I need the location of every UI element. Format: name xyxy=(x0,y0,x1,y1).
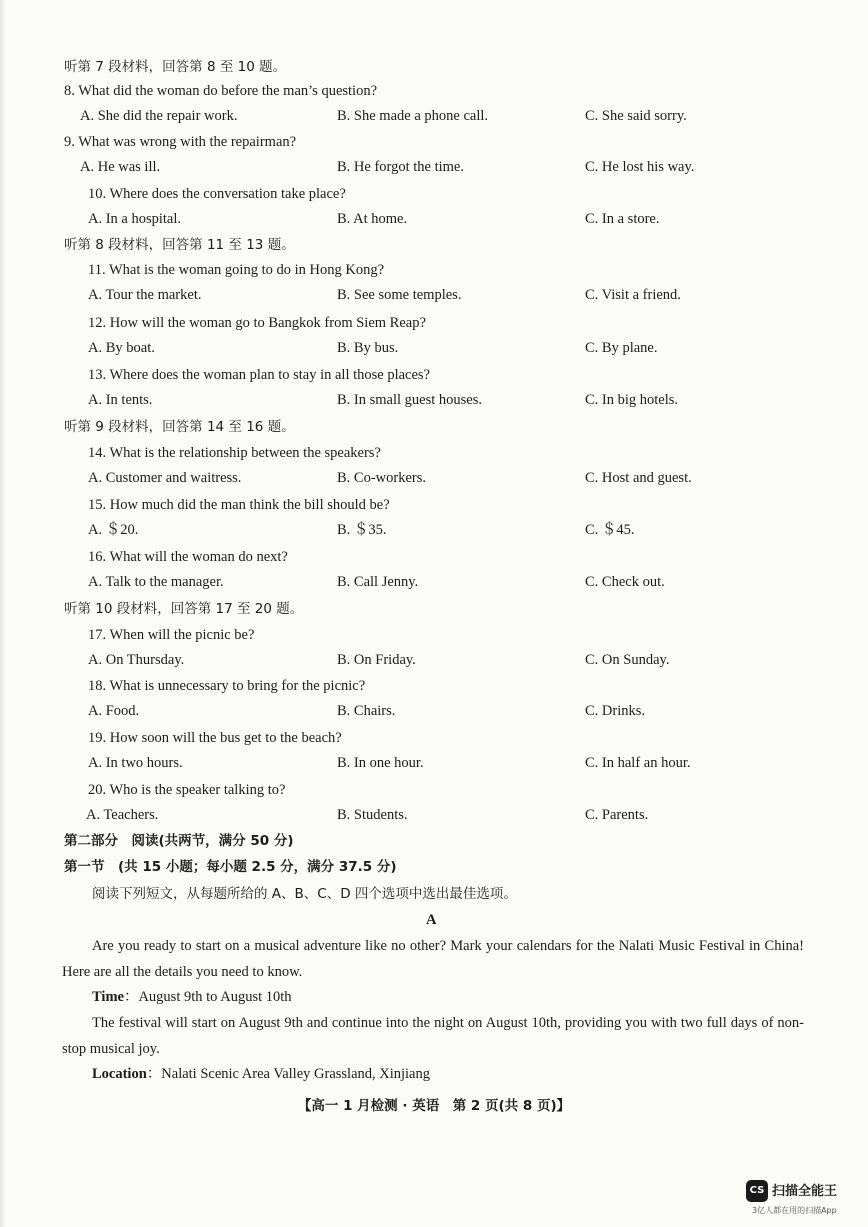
answer-option-a: A. Talk to the manager. xyxy=(88,574,224,590)
answer-option-a: A. Customer and waitress. xyxy=(88,470,242,486)
answer-option-b: B. Chairs. xyxy=(337,703,396,719)
answer-option-a: A. On Thursday. xyxy=(88,652,185,668)
question-text: 15. How much did the man think the bill should be? xyxy=(88,497,390,513)
answer-option-a: A. He was ill. xyxy=(80,159,161,175)
answer-option-c: C. In big hotels. xyxy=(585,392,679,408)
answer-option-c: C. Parents. xyxy=(585,807,649,823)
passage-paragraph-2: The festival will start on August 9th and continue into the night on August 10th, providing you with two full days of non-stop musical joy. xyxy=(62,1015,804,1057)
answer-option-c: C. Visit a friend. xyxy=(585,287,681,303)
question-text: 16. What will the woman do next? xyxy=(88,549,288,565)
question-text: 8. What did the woman do before the man’s question? xyxy=(64,83,378,99)
question-text: 20. Who is the speaker talking to? xyxy=(88,782,286,798)
question-text: 14. What is the relationship between the speakers? xyxy=(88,445,381,461)
answer-option-b: B. In small guest houses. xyxy=(337,392,482,408)
question-text: 13. Where does the woman plan to stay in all those places? xyxy=(88,367,430,383)
part2-instruction: 阅读下列短文，从每题所给的 A、B、C、D 四个选项中选出最佳选项。 xyxy=(92,886,517,902)
answer-option-a: A. Tour the market. xyxy=(88,287,202,303)
part2-heading: 第二部分 阅读(共两节，满分 50 分) xyxy=(64,833,294,849)
answer-option-b: B. In one hour. xyxy=(337,755,424,771)
answer-option-b: B. See some temples. xyxy=(337,287,462,303)
part2-subheading: 第一节 (共 15 小题；每小题 2.5 分，满分 37.5 分) xyxy=(64,859,397,875)
watermark-subtitle: 3亿人都在用的扫描App xyxy=(752,1206,837,1215)
question-text: 19. How soon will the bus get to the beach? xyxy=(88,730,342,746)
question-text: 11. What is the woman going to do in Hong Kong? xyxy=(88,262,385,278)
scan-edge-shadow xyxy=(0,0,6,1227)
watermark-title: 扫描全能王 xyxy=(772,1184,838,1199)
answer-option-c: C. Check out. xyxy=(585,574,665,590)
answer-option-a: A. ＄20. xyxy=(88,522,139,538)
location-value: ：Nalati Scenic Area Valley Grassland, Xinjiang xyxy=(146,1066,430,1082)
answer-option-c: C. Host and guest. xyxy=(585,470,692,486)
answer-option-a: A. She did the repair work. xyxy=(80,108,238,124)
question-text: 18. What is unnecessary to bring for the picnic? xyxy=(88,678,366,694)
answer-option-c: C. ＄45. xyxy=(585,522,635,538)
passage-label: A xyxy=(426,912,437,928)
answer-option-c: C. In a store. xyxy=(585,211,660,227)
answer-option-c: C. On Sunday. xyxy=(585,652,670,668)
answer-option-c: C. Drinks. xyxy=(585,703,646,719)
answer-option-a: A. Food. xyxy=(88,703,140,719)
answer-option-b: B. By bus. xyxy=(337,340,399,356)
scanner-watermark xyxy=(746,1178,858,1216)
question-text: 17. When will the picnic be? xyxy=(88,627,255,643)
time-value: ：August 9th to August 10th xyxy=(123,989,292,1005)
answer-option-c: C. He lost his way. xyxy=(585,159,695,175)
answer-option-b: B. At home. xyxy=(337,211,408,227)
answer-option-a: A. Teachers. xyxy=(86,807,159,823)
section-7-instruction: 听第 7 段材料，回答第 8 至 10 题。 xyxy=(64,59,287,75)
question-text: 12. How will the woman go to Bangkok from Siem Reap? xyxy=(88,315,426,331)
section-9-instruction: 听第 9 段材料，回答第 14 至 16 题。 xyxy=(64,419,295,435)
answer-option-b: B. ＄35. xyxy=(337,522,387,538)
answer-option-b: B. He forgot the time. xyxy=(337,159,464,175)
page-footer: 【高一 1 月检测 · 英语 第 2 页(共 8 页)】 xyxy=(297,1098,571,1114)
question-text: 9. What was wrong with the repairman? xyxy=(64,134,297,150)
answer-option-a: A. By boat. xyxy=(88,340,155,356)
section-10-instruction: 听第 10 段材料，回答第 17 至 20 题。 xyxy=(64,601,304,617)
answer-option-c: C. She said sorry. xyxy=(585,108,687,124)
answer-option-b: B. Students. xyxy=(337,807,408,823)
answer-option-c: C. In half an hour. xyxy=(585,755,691,771)
answer-option-b: B. Call Jenny. xyxy=(337,574,419,590)
location-line xyxy=(92,1065,430,1083)
answer-option-a: A. In a hospital. xyxy=(88,211,182,227)
time-line xyxy=(92,988,292,1006)
answer-option-a: A. In tents. xyxy=(88,392,153,408)
answer-option-b: B. On Friday. xyxy=(337,652,416,668)
section-8-instruction: 听第 8 段材料，回答第 11 至 13 题。 xyxy=(64,237,295,253)
answer-option-b: B. She made a phone call. xyxy=(337,108,488,124)
passage-paragraph-1: Are you ready to start on a musical adventure like no other? Mark your calendars for the Nalati Music Festival in China! Here are all the details you need to know. xyxy=(62,938,804,980)
question-text: 10. Where does the conversation take place? xyxy=(88,186,346,202)
location-label: Location xyxy=(92,1066,147,1082)
camscanner-logo-icon: CS xyxy=(746,1180,768,1202)
answer-option-a: A. In two hours. xyxy=(88,755,183,771)
answer-option-c: C. By plane. xyxy=(585,340,658,356)
time-label: Time xyxy=(92,989,124,1005)
answer-option-b: B. Co-workers. xyxy=(337,470,427,486)
